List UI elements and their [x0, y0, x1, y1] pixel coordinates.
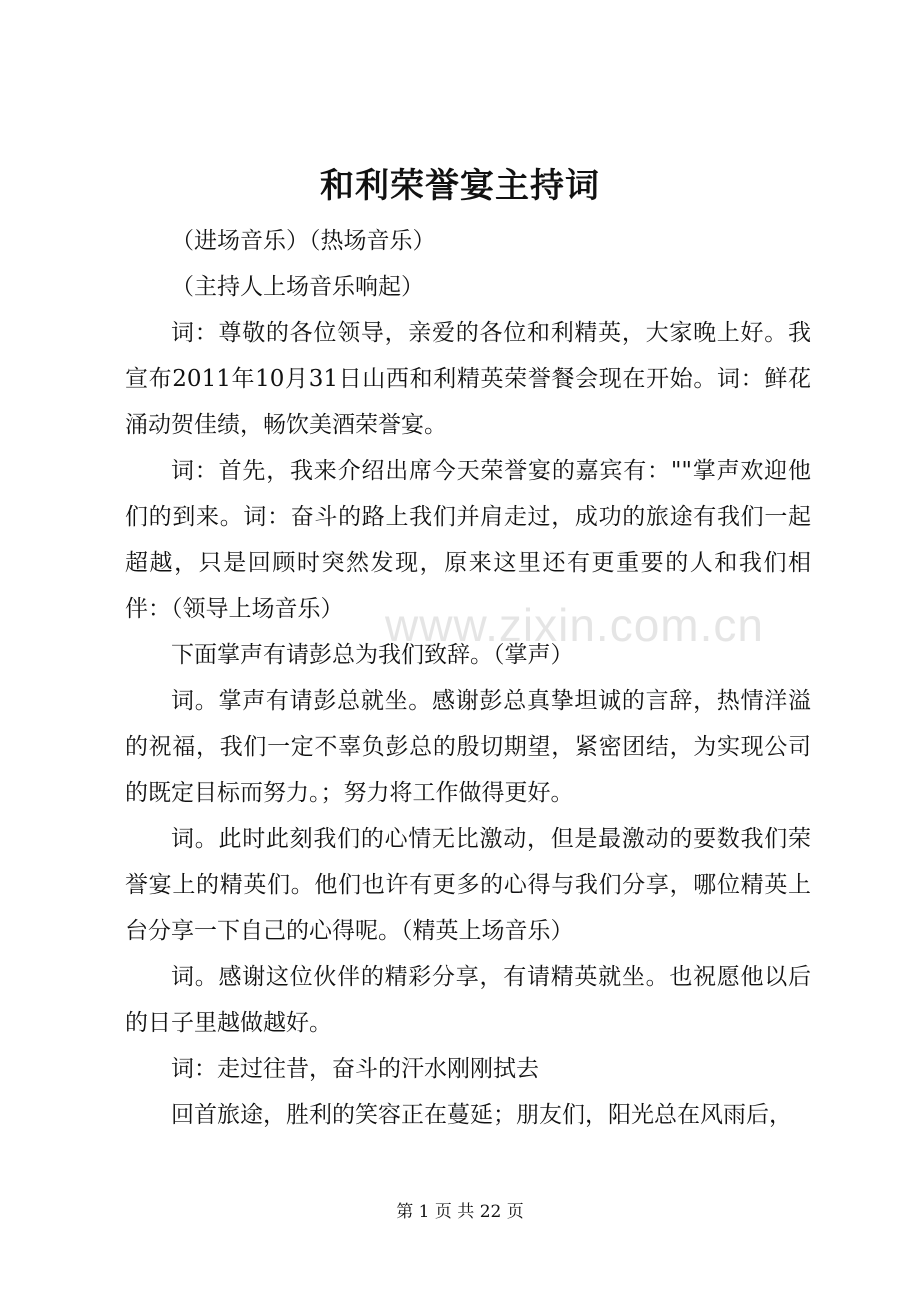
- paragraph: 回首旅途，胜利的笑容正在蔓延；朋友们，阳光总在风雨后，: [171, 1102, 792, 1128]
- paragraph: 词。感谢这位伙伴的精彩分享，有请精英就坐。也祝愿他以后的日子里越做越好。: [125, 964, 811, 1036]
- document-title: 和利荣誉宴主持词: [320, 166, 600, 206]
- paragraph: 词：首先，我来介绍出席今天荣誉宴的嘉宾有：""掌声欢迎他们的到来。词：奋斗的路上我们并肩走过，成功的旅途有我们一起超越，只是回顾时突然发现，原来这里还有更重要的人和我们相伴：（领导上场音乐）: [125, 458, 811, 622]
- paragraph: （进场音乐）（热场音乐）: [171, 228, 436, 254]
- document-body: [125, 218, 811, 1138]
- watermark: www.zixin.com.cn: [385, 599, 764, 651]
- paragraph: （主持人上场音乐响起）: [171, 274, 424, 300]
- page-footer: 第 1 页 共 22 页: [396, 1202, 524, 1222]
- paragraph: 词：走过往昔，奋斗的汗水刚刚拭去: [171, 1056, 539, 1082]
- paragraph: 词。掌声有请彭总就坐。感谢彭总真挚坦诚的言辞，热情洋溢的祝福，我们一定不辜负彭总的殷切期望，紧密团结，为实现公司的既定目标而努力。；努力将工作做得更好。: [125, 688, 811, 806]
- paragraph: 词：尊敬的各位领导，亲爱的各位和利精英，大家晚上好。我宣布2011年10月31日山西和利精英荣誉餐会现在开始。词：鲜花涌动贺佳绩，畅饮美酒荣誉宴。: [125, 320, 811, 438]
- paragraph: 词。此时此刻我们的心情无比激动，但是最激动的要数我们荣誉宴上的精英们。他们也许有更多的心得与我们分享，哪位精英上台分享一下自己的心得呢。（精英上场音乐）: [125, 826, 811, 944]
- paragraph: 下面掌声有请彭总为我们致辞。（掌声）: [171, 642, 574, 668]
